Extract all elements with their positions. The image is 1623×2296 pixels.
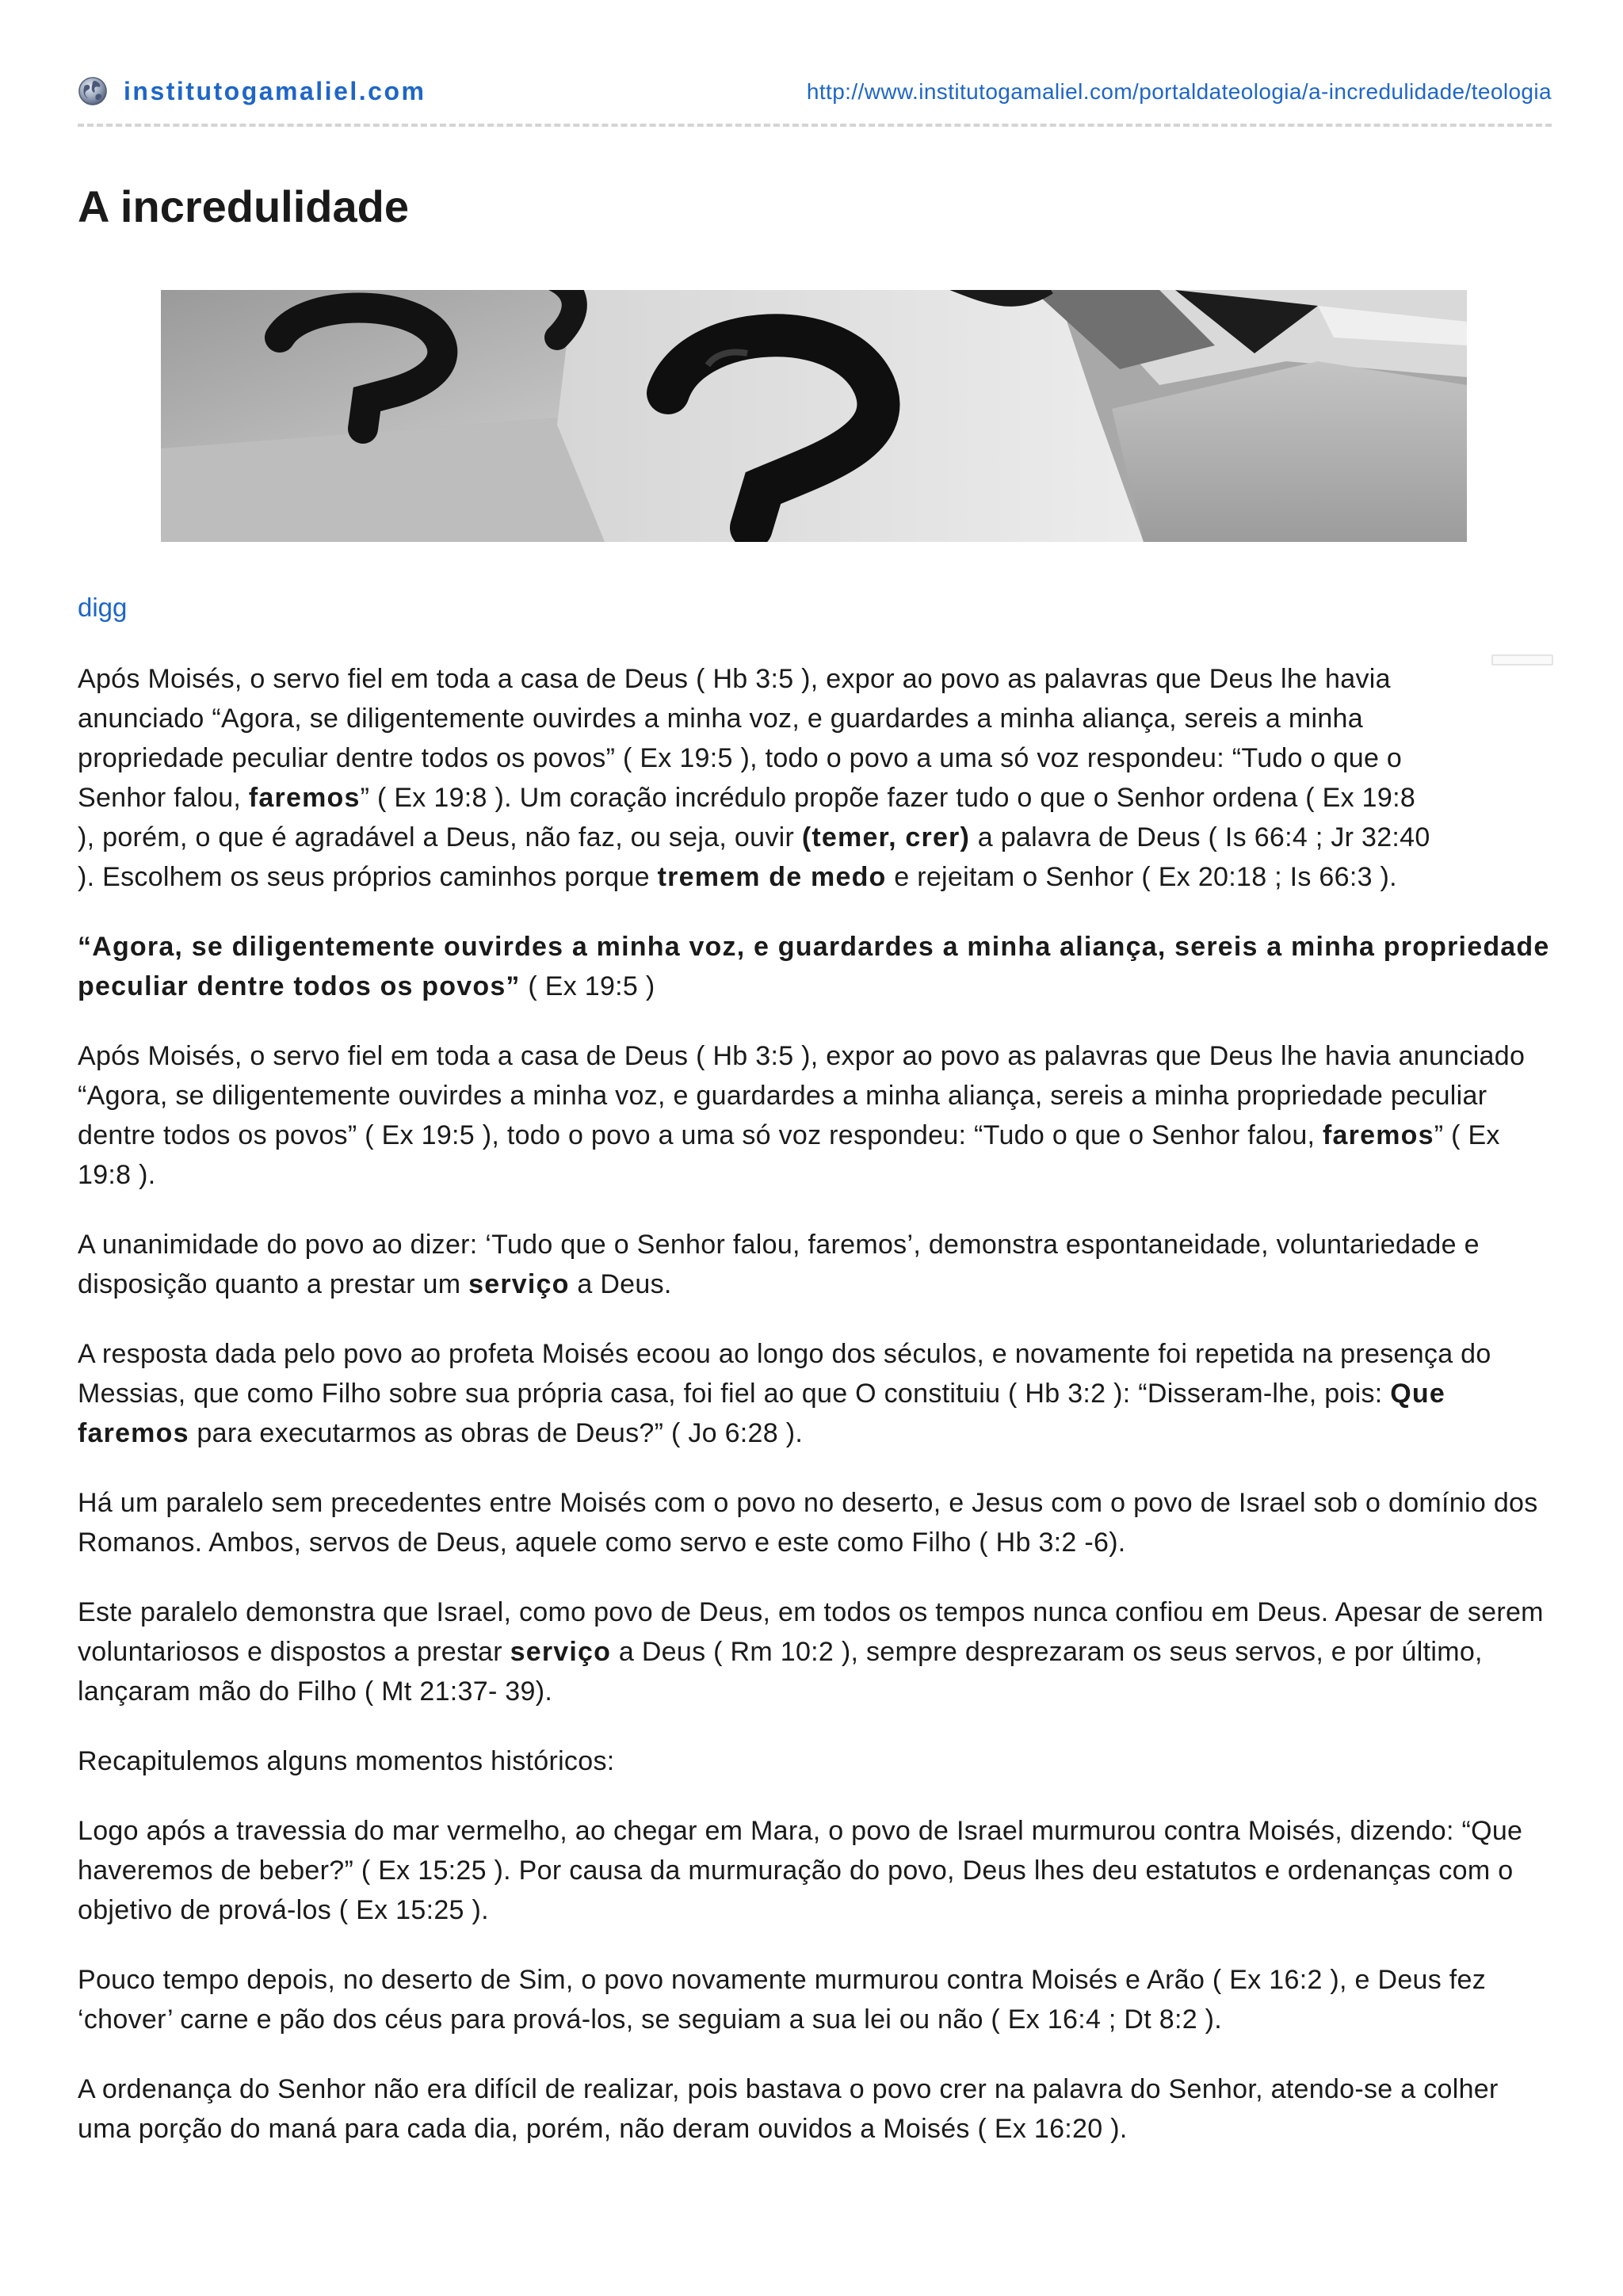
article-paragraph <box>78 1036 1552 1195</box>
article-paragraph <box>78 1225 1552 1304</box>
text-run: e rejeitam o Senhor ( Ex 20:18 ; Is 66:3 ). <box>886 862 1397 892</box>
article-body <box>78 659 1552 2179</box>
text-run: Após Moisés, o servo fiel em toda a casa de Deus ( Hb 3:5 ), expor ao povo as palavras que Deus lhe havia anunciado “Agora, se diligentemente ouvirdes a minha voz, e guardardes a minha aliança, sereis a minha propriedade peculiar dentre todos os povos” ( Ex 19:5 ), todo o povo a uma só voz respondeu: “Tudo o que o Senhor falou, <box>78 1041 1526 1150</box>
text-run: A ordenança do Senhor não era difícil de realizar, pois bastava o povo crer na palavra do Senhor, atendo-se a colher uma porção do maná para cada dia, porém, não deram ouvidos a Moisés ( Ex 16:20 ). <box>78 2074 1499 2144</box>
article-paragraph <box>78 1483 1552 1562</box>
text-run: Logo após a travessia do mar vermelho, ao chegar em Mara, o povo de Israel murmurou contra Moisés, dizendo: “Que haveremos de beber?” ( Ex 15:25 ). Por causa da murmuração do povo, Deus lhes deu estatutos e ordenanças com o objetivo de prová-los ( Ex 15:25 ). <box>78 1816 1523 1925</box>
article-paragraph <box>78 1960 1552 2039</box>
page-header <box>78 76 1552 111</box>
text-run: Pouco tempo depois, no deserto de Sim, o povo novamente murmurou contra Moisés e Arão ( Ex 16:2 ), e Deus fez ‘chover’ carne e pão dos céus para prová-los, se seguiam a sua lei ou não ( Ex 16:4 ; Dt 8:2 ). <box>78 1965 1487 2035</box>
text-run: ( Ex 19:5 ) <box>520 971 655 1001</box>
text-run: Recapitulemos alguns momentos históricos: <box>78 1746 615 1776</box>
digg-share-link[interactable]: digg <box>78 593 128 622</box>
header-divider <box>78 124 1552 127</box>
text-run: Há um paralelo sem precedentes entre Moisés com o povo no deserto, e Jesus com o povo de Israel sob o domínio dos Romanos. Ambos, servos de Deus, aquele como servo e este como Filho ( Hb 3:2 -6). <box>78 1488 1538 1558</box>
text-run: A resposta dada pelo povo ao profeta Moisés ecoou ao longo dos séculos, e novamente foi repetida na presença do Messias, que como Filho sobre sua própria casa, foi fiel ao que O constituiu ( Hb 3:2 ): “Disseram-lhe, pois: <box>78 1339 1491 1409</box>
text-run: A unanimidade do povo ao dizer: ‘Tudo que o Senhor falou, faremos’, demonstra espontaneidade, voluntariedade e disposição quanto a prestar um <box>78 1230 1480 1299</box>
bold-text: faremos <box>248 783 361 813</box>
bold-text: Que faremos <box>78 1379 1446 1448</box>
text-run: Após Moisés, o servo fiel em toda a casa de Deus ( Hb 3:5 ), expor ao povo as palavras que Deus lhe havia anunciado “Agora, se diligentemente ouvirdes a minha voz, e guardardes a minha aliança, sereis a minha propriedade peculiar dentre todos os povos” ( Ex 19:5 ), todo o povo a uma só voz respondeu: “Tudo o que o Senhor falou, <box>78 664 1403 813</box>
article-paragraph <box>78 1334 1552 1453</box>
article-paragraph <box>78 1741 1552 1781</box>
bold-text: serviço <box>468 1269 570 1299</box>
article-paragraph <box>78 927 1552 1006</box>
bold-text: “Agora, se diligentemente ouvirdes a minha voz, e guardardes a minha aliança, sereis a minha propriedade peculiar dentre todos os povos” <box>78 932 1550 1001</box>
text-run: ” ( Ex 19:8 ). Um coração incrédulo propõe fazer tudo o que o Senhor ordena ( Ex 19:8 ), porém, o que é agradável a Deus, não faz, ou seja, ouvir <box>78 783 1416 852</box>
text-run: a Deus ( Rm 10:2 ), sempre desprezaram os seus servos, e por último, lançaram mão do Filho ( Mt 21:37- 39). <box>78 1637 1483 1707</box>
question-marks-image <box>161 290 1467 542</box>
site-link[interactable] <box>78 76 426 106</box>
article-title: A incredulidade <box>78 181 410 231</box>
article-paragraph <box>78 1592 1552 1711</box>
bold-text: tremem de medo <box>657 862 887 892</box>
question-marks-illustration <box>161 290 1467 542</box>
text-run: a Deus. <box>569 1269 672 1299</box>
text-run: para executarmos as obras de Deus?” ( Jo 6:28 ). <box>189 1418 804 1448</box>
article-paragraph <box>78 659 1433 897</box>
site-name[interactable]: institutogamaliel.com <box>124 76 426 105</box>
text-run: ” ( Ex 19:8 ). <box>78 1120 1500 1190</box>
page-url[interactable]: http://www.institutogamaliel.com/portaldateologia/a-incredulidade/teologia <box>806 79 1552 104</box>
bold-text: faremos <box>1323 1120 1434 1150</box>
article-paragraph <box>78 1811 1552 1930</box>
bold-text: serviço <box>510 1637 612 1667</box>
globe-icon <box>78 76 108 106</box>
article-paragraph <box>78 2069 1552 2149</box>
bold-text: (temer, crer) <box>801 822 971 852</box>
text-run: a palavra de Deus ( Is 66:4 ; Jr 32:40 ). Escolhem os seus próprios caminhos porque <box>78 822 1430 892</box>
text-run: Este paralelo demonstra que Israel, como povo de Deus, em todos os tempos nunca confiou em Deus. Apesar de serem voluntariosos e dispostos a prestar <box>78 1597 1544 1667</box>
